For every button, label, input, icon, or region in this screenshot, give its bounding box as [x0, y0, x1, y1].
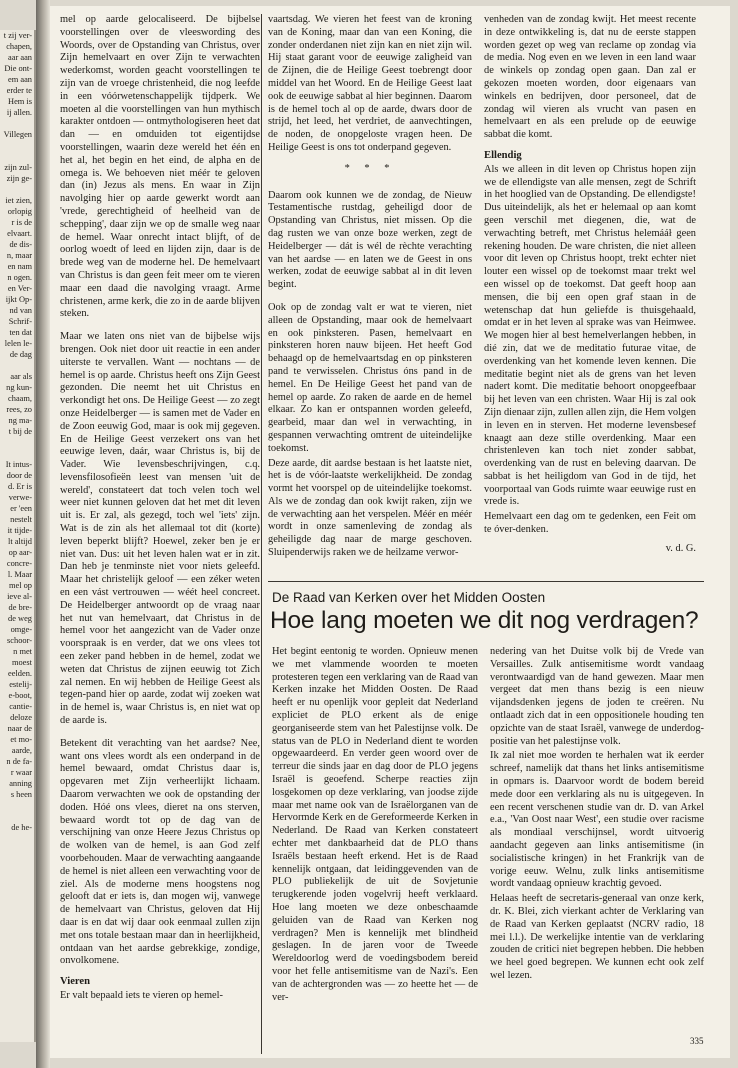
left-page-line: it tijde- — [7, 526, 32, 535]
left-page-line — [0, 811, 34, 822]
left-page-line: Die ont- — [4, 64, 32, 73]
article-paragraph: Het begint eentonig te worden. Opnieuw menen we met vlammende woorden te moeten protesteren tegen een verklaring van de Raad van Kerken inzake het Midden Oosten. De Raad heeft er nu openlijk voor gepleit dat Nederland expliciet de PLO erkent als de enige georganiseerde stem van het Palestijnse volk. De status van de PLO in Nederland dient te worden opgewaardeerd. En verder geen woord over de terreur die sinds jaar en dag door de PLO jegens Israël is geoefend. Scherpe reacties zijn losgekomen op deze verklaring, van joodse zijde maar met name ook van de Israëlorganen van de Hervormde Kerk en de Gereformeerde Kerken in Nederland. De Raad van Kerken constateert echter met dankbaarheid dat de PLO thans Israëls bestaan heeft erkend. Het is de Raad kennelijk ontgaan, dat leidinggevenden van de PLO publiekelijk de uit de Sovjetunie terugkerende joden vogelvrij heeft verklaard. Hoe lang moeten we deze onbeschaamde geluiden van de Raad van Kerken nog verdragen? Men is kennelijk met blindheid geslagen. In de jaren voor de Tweede Wereldoorlog werd de voedingsbodem bereid voor het felle antisemitisme van de Nazi's. Een van de achtergronden was — zo heette het — de ver- — [272, 646, 478, 1003]
left-page-line: t zij ver- — [3, 31, 32, 40]
left-page-line: n de fa- — [6, 757, 32, 766]
left-page-line: nestelt — [10, 515, 32, 524]
magazine-page — [50, 6, 730, 1058]
column-2 — [268, 14, 472, 559]
left-page-line: It intus- — [5, 460, 32, 469]
left-page-line: en Ver- — [7, 284, 32, 293]
column-1 — [60, 14, 260, 1054]
col3-paragraph: venheden van de zondag kwijt. Het meest recente in deze ontwikkeling is, dat nu de eerste stappen worden gezet op weg van reclame op zondag via de media. Nog even en we leven in een land waar de winkels op zondag open gaan. Dan zal er gekozen moeten worden, door eigenaars van winkels en bedrijven, door personeel, dat de zondag wil vieren als vrucht van pasen en hemelvaart en als een prelude op de eeuwige sabbat die komt. — [484, 14, 696, 141]
left-page-line — [0, 140, 34, 151]
left-page-line: zijn ge- — [6, 174, 32, 183]
left-page-line: et mo- — [10, 735, 32, 744]
left-page-line: moest — [11, 658, 32, 667]
left-page-line: naar de — [7, 724, 32, 733]
article-paragraph: Ik zal niet moe worden te herhalen wat ik eerder schreef, namelijk dat thans het links antisemitisme in opmars is. Daarvoor wordt de bodem bereid mede door een verklaring als nu is uitgegeven. In een recent verschenen studie van dr. D. van Arkel e.a., 'Van Oost naar West', een studie over racisme als mondiaal verschijnsel, wordt uitvoerig aandacht gegeven aan links antisemitisme (in socialistische kringen) in het Frankrijk van de vorige eeuw. Welnu, zulk links antisemitisme wordt vandaag opnieuw krachtig gevoed. — [490, 750, 704, 890]
left-page-line: ijkt Op- — [5, 295, 32, 304]
col1-paragraph: Maar we laten ons niet van de bijbelse wijs brengen. Ook niet door uit reactie in een ander uiterste te vervallen. Want — nochtans — de hemel is op aarde. Christus heeft ons Zijn Geest gezonden. Die neemt het uit Christus en verkondigt het ons. De Heilige Geest — zo zegt onze Heidelberger — is samen met de Vader en de Zoon eeuwig God, maar is ook mij gegeven. En de Heilige Geest verzekert ons van het eeuwige leven, daár, waar Christus is, bij de Vader. Wie levensbeschrijvingen, c.q. levensfilosofieën leest van mensen 'uit de wereld', constateert dat toch velen toch wel weer niet kunnen geloven dat het met dit leven uit is. Er zal, als gezegd, toch wel 'iets' zijn. Wat is de zin als het allemaal tot dit (korte) leven beperkt blijft? Hoewel, zeker ben je er niet van. Dus: uit het leven halen wat er in zit. Dan heb je tenminste niet voor niets geleefd. Maar het christelijk geloof — een zéker weten en een vást vertrouwen — wéét heel concreet. De Heidelberger antwoordt op de vraag naar het nut van hemelvaart, dat Christus in de hemel voor het aangezicht van de Vader onze voorspraak is en verder, dat we ons vlees tot een zeker pand hebben in de hemel, zodat we weten dat Christus de zijnen eeuwig tot Zich zal nemen. En wij hebben de Heilige Geest als tegen-pand hier op aarde, zodat wij zoeken wat in de hemel is, waar Christus is, en niet wat op de aarde is. — [60, 331, 260, 727]
left-page-line: verwe- — [8, 493, 32, 502]
left-page-line: er 'een — [10, 504, 32, 513]
left-page-line: rees, zo — [6, 405, 32, 414]
left-page-line: s heen — [10, 790, 32, 799]
left-page-line: Schrif- — [8, 317, 32, 326]
col3-paragraph: Als we alleen in dit leven op Christus hopen zijn we de ellendigste van alle mensen, zegt de Schrift in het hooglied van de Opstanding. De ellendigste! Dus uiteindelijk, als het er helemaal op aan komt geen verschil met diegenen, die, wat de verwachting betreft, met Christus helemááł geen rekening houden. De ware christen, die niet alleen voor dit leven op Christus hoopt, trekt echter niet louter een wissel op de toekomst maar trekt wel een wissel op de toekomst. Dat geeft hoop aan mensen, die bij een open graf staan in de wetenschap dat hun geliefde is thuisgehaald, omdat er in het leven al sprake was van Heimwee. We mogen hier al best hemelverlangen hebben, in dié zin, dat we de meditatio futurae vitae, de overdenking van het komende leven kennen. Die meditatie begint niet als de grens van het leven nadert komt. Die meditatie behoort onopgeefbaar bij het leven van een christen. Waar Hij is zal ook Zijn dienaar zijn, zullen allen zijn, die Hem volgen in leven en in sterven. Het moderne levensbesef knaagt aan deze stille overdenking. Maar een christenleven kan toch niet zonder sabbat, overdenking van de rust en beleving daarvan. De sabbat is het heiligdom van God in de tijd, het voorportaal van Gods ruimte waar eeuwige rust en vrede is. — [484, 163, 696, 508]
left-page-line: ieve al- — [7, 592, 32, 601]
left-page-line: em aan — [8, 75, 32, 84]
left-page-line: chapen, — [6, 42, 32, 51]
left-page-line: iet zien, — [5, 196, 32, 205]
column-divider — [261, 14, 262, 1054]
left-page-line: r is de — [11, 218, 32, 227]
column-3 — [484, 14, 696, 554]
left-page-line — [0, 118, 34, 129]
left-page-line: d. Er is — [8, 482, 32, 491]
left-page-edge — [0, 30, 36, 1042]
left-page-line — [0, 800, 34, 811]
page-gutter — [36, 0, 50, 1068]
left-page-line: lt altijd — [8, 537, 32, 546]
left-page-line — [0, 184, 34, 195]
left-page-line: eelden. — [8, 669, 32, 678]
left-page-line: chaam, — [8, 394, 32, 403]
section-break: * * * — [344, 162, 396, 174]
left-page-line: aar aan — [8, 53, 32, 62]
left-page-line: de bre- — [8, 603, 32, 612]
article-kicker: De Raad van Kerken over het Midden Oosten — [272, 590, 546, 605]
left-page-line: de he- — [11, 823, 32, 832]
left-page-line: deloze — [10, 713, 32, 722]
left-page-line: r waar — [10, 768, 32, 777]
article-column-2 — [490, 646, 704, 1041]
left-page-line — [0, 448, 34, 459]
article-paragraph: Helaas heeft de secretaris-generaal van onze kerk, dr. K. Blei, zich vierkant achter de Verklaring van de Raad van Kerken geplaatst (NCRV radio, 18 mei l.l.). De werkelijke intentie van de verklaring zouden de critici niet begrepen hebben. Die hebben we heel goed begrepen. We kunnen echt ook zelf wel lezen. — [490, 893, 704, 981]
left-page-line: lelen le- — [4, 339, 32, 348]
left-page-line: elvaart. — [7, 229, 32, 238]
col1-paragraph: Er valt bepaald iets te vieren op hemel- — [60, 989, 224, 1001]
left-page-line: orlopig — [7, 207, 32, 216]
left-page-line: cantie- — [9, 702, 32, 711]
left-page-line: erder te — [6, 86, 32, 95]
left-page-line: ng kun- — [6, 383, 32, 392]
left-page-line: nd van — [9, 306, 32, 315]
left-page-line: ten dat — [9, 328, 32, 337]
page-number: 335 — [690, 1036, 704, 1046]
left-page-line: estelij- — [9, 680, 32, 689]
left-page-line: Villegen — [3, 130, 32, 139]
left-page-line: aarde, — [11, 746, 32, 755]
left-page-line — [0, 360, 34, 371]
left-page-line: op aar- — [8, 548, 32, 557]
left-page-line: l. Maar — [7, 570, 32, 579]
article-column-1 — [272, 646, 478, 1041]
left-page-line: de dis- — [9, 240, 32, 249]
left-page-line: n ogen. — [7, 273, 32, 282]
left-page-line: en nam — [7, 262, 32, 271]
left-page-line: zijn zul- — [4, 163, 32, 172]
left-page-line — [0, 437, 34, 448]
left-page-line: n met — [13, 647, 32, 656]
left-page-line: Hem is — [8, 97, 32, 106]
col3-paragraph: Hemelvaart een dag om te gedenken, een Feit om te óver-denken. — [484, 511, 696, 536]
left-page-line: concre- — [6, 559, 32, 568]
left-page-line: mel op — [8, 581, 32, 590]
col2-paragraph: Ook op de zondag valt er wat te vieren, niet alleen de Opstanding, maar ook de hemelvaart en ook pinksteren. Pasen, hemelvaart en pinksteren horen nauw bijeen. Het heeft God behaagd op de hemelvaartsdag en op pinksteren pand te verwisselen. Christus óns pand in de hemel. En De Heilige Geest het pand van de hemel op aarde. Zo raken de aarde en de hemel elkaar. Zo kan er ontspannen worden geleefd, gearbeid, maar dan wel in verwachting, in gespannen verwachting omtrent de uiteindelijke toekomst. — [268, 301, 472, 454]
section-heading-ellendig: Ellendig — [484, 149, 522, 161]
left-page-line: aar als — [10, 372, 32, 381]
col1-paragraph: Betekent dit verachting van het aardse? Nee, want ons vlees wordt als een onderpand in de hemel bewaard, omdat Christus daar is, opgevaren met Zijn verheerlijkt lichaam. Daarom verwachten we ook de opstanding der doden. Hóé ons vlees, dieret na ons sterven, bewaard wordt tot op de dag van de verschijning van onze Heere Jezus Christus op de wolken van de hemel, is aan God zelf voorbehouden. Maar de verwachting aangaande de hemel is niet alleen een verwachting voor de ziel. Als de moderne mens hoogstens nog gelooft dat er iets is, dan mogen wij, vanwege de hemelvaart van Christus, geloven dat Hij daar is en dat wij daar ook eenmaal zullen zijn met ons totale bestaan maar dan in heerlijkheid, ontdaan van het aardse gebrekkige, zondige, onvolkomene. — [60, 737, 260, 967]
left-page-line: omge- — [10, 625, 32, 634]
left-page-line: t bij de — [8, 427, 32, 436]
left-page-line: n, maar — [6, 251, 32, 260]
left-page-line: de dag — [9, 350, 32, 359]
left-page-line: ng ma- — [8, 416, 32, 425]
left-page-line: anning — [9, 779, 32, 788]
author-signature: v. d. G. — [665, 542, 696, 554]
section-heading-vieren: Vieren — [60, 976, 91, 988]
left-page-line: schoor- — [7, 636, 32, 645]
col2-paragraph: vaartsdag. We vieren het feest van de kroning van de Koning, maar dan van een Koning, die zonder onderdanen niet zijn kan en niet zijn wil. Hij staat garant voor de eeuwige zaligheid van de Zijnen, die de Heilige Geest toebrengt door middel van het Woord. En de Heilige Geest laat ook de eeuwige sabbat al hier beginnen. Daarom is de hemel toch al op de aarde, dwars door de strijd, het leed, het verdriet, de aanvechtingen, de noden, de onopgeloste vragen heen. De Heilige Geest is ons tot onderpand gegeven. — [268, 14, 472, 153]
article-headline: Hoe lang moeten we dit nog verdragen? — [270, 607, 699, 634]
left-page-line: e-boot, — [8, 691, 32, 700]
left-page-line — [0, 151, 34, 162]
col2-paragraph: Deze aarde, dit aardse bestaan is het laatste niet, het is de vóór-laatste werkelijkheid. De zondag vormt het voorspel op de uiteindelijke toekomst. Als we de zondag dan ook kwijt raken, zijn we de verwachting aan het verspelen. Méér en méér wordt in onze samenleving de zondag als geheiligde dag naar de marge geschoven. Sluipenderwijs raken we de heilzame verwor- — [268, 457, 472, 559]
article-separator — [268, 581, 704, 582]
left-page-line: de weg — [8, 614, 32, 623]
left-page-line: door de — [6, 471, 32, 480]
article-paragraph: nedering van het Duitse volk bij de Vrede van Versailles. Zulk antisemitisme wordt vandaag verontwaardigd van de hand gewezen. Maar men vergeet dat men thans bezig is een nieuw vijandsdenken jegens de joden te creëren. Nu ontlaadt zich dat in een oppositionele houding ten opzichte van de staat Israël, vanwege de underdog-positie van het palestijnse volk. — [490, 646, 704, 747]
col2-paragraph: Daarom ook kunnen we de zondag, de Nieuw Testamentische rustdag, geheiligd door de Opstanding van Christus, niet missen. Op die dag rusten we van onze boze werken, zegt de Heidelberger — dát is wél de rèchte verachting van het aardse — en laten we de Geest in ons werken, zodat de eeuwige sabbat al in dit leven begint. — [268, 189, 472, 291]
col1-paragraph: mel op aarde gelocaliseerd. De bijbelse voorstellingen over de vleeswording des Woords, over de Opstanding van Christus, over Zijn hemelvaart en over Zijn te verwachten wederkomst, worden geacht voorstellingen te zijn van de vroege christenheid, die nog leefde in een vóórwetenschappelijk tijdperk. We moeten al die voorstellingen van hun mythisch karakter ontdoen — ontmythologiseren heet dat dan — en omduiden tot eigentijdse voorstellingen, waarin deze wereld het één en het al, het begin en het eind, de alpha en de omega is. We behoeven niet méér te geloven dan (in) Jezus als mens. En waar in Zijn navolging hier op aarde gewerkt wordt aan 'vrede, gerechtigheid of heelheid van de schepping', daar zijn we op de smalle weg naar de hemel. Waar onrecht intact blijft, of de oorlog woedt of leed en lijden zijn, daar is de brede weg van de moderne hel. De hemelvaart van Christus is dan geen feit meer om te vieren maar een daad die navolging vraagt. Arme christenen, arme kerk, die zo in de aarde blijven steken. — [60, 14, 260, 320]
left-page-line: ij allen. — [6, 108, 32, 117]
